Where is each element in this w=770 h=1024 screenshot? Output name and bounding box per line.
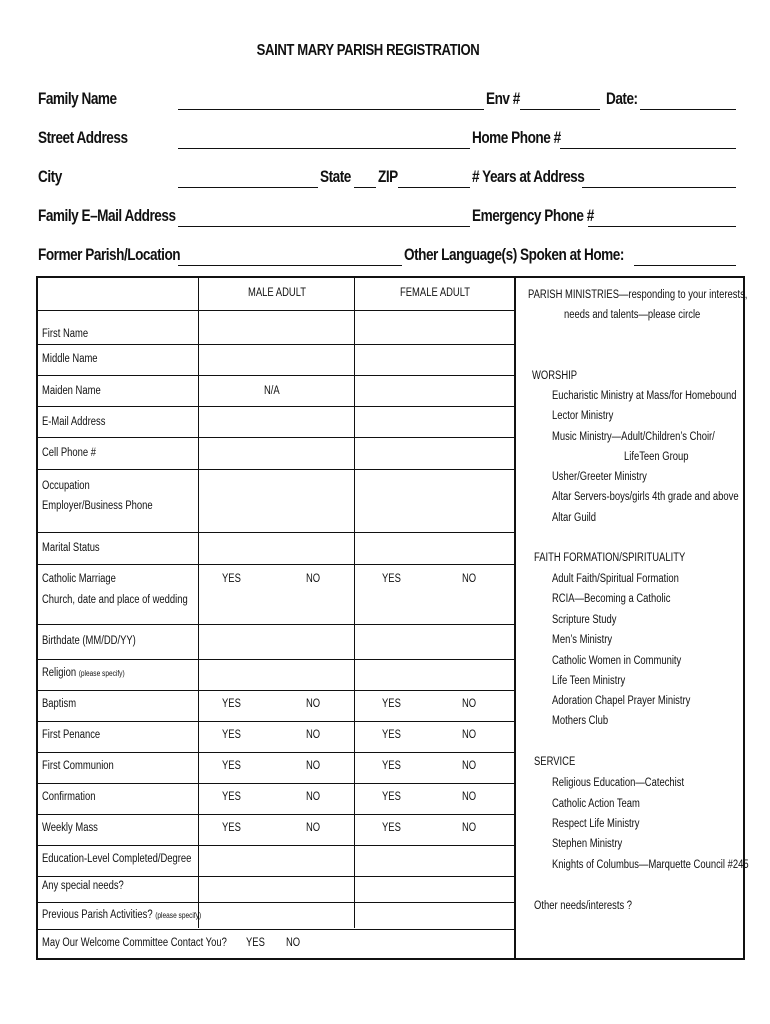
male-adult-header: MALE ADULT [248, 287, 307, 299]
street-address-label: Street Address [38, 128, 128, 147]
ministry-item[interactable]: RCIA—Becoming a Catholic [552, 593, 671, 605]
church-wedding-label: Church, date and place of wedding [42, 594, 188, 606]
maiden-name-na: N/A [264, 385, 280, 397]
street-address-row [38, 128, 738, 156]
weekly-mass-label: Weekly Mass [42, 822, 98, 834]
male-no[interactable]: NO [306, 729, 321, 741]
env-label: Env # [486, 89, 520, 108]
ministry-item[interactable]: Eucharistic Ministry at Mass/for Homebound [552, 390, 737, 402]
ministries-intro: PARISH MINISTRIES—responding to your interests, [528, 289, 748, 301]
male-no[interactable]: NO [306, 822, 321, 834]
former-parish-row [38, 245, 738, 273]
first-communion-label: First Communion [42, 760, 114, 772]
male-yes[interactable]: YES [222, 729, 241, 741]
registration-box [36, 276, 749, 960]
table-row [38, 814, 514, 846]
other-languages-field[interactable] [634, 265, 736, 266]
cell-phone-label: Cell Phone # [42, 447, 97, 459]
email-label: E-Mail Address [42, 416, 106, 428]
male-yes[interactable]: YES [222, 822, 241, 834]
zip-field[interactable] [398, 187, 470, 188]
employer-label: Employer/Business Phone [42, 500, 153, 512]
emergency-phone-field[interactable] [588, 226, 736, 227]
education-label: Education-Level Completed/Degree [42, 853, 192, 865]
home-phone-label: Home Phone # [472, 128, 561, 147]
catholic-marriage-label: Catholic Marriage [42, 573, 116, 585]
male-yes[interactable]: YES [222, 791, 241, 803]
table-row [38, 344, 514, 376]
ministry-item[interactable]: Adoration Chapel Prayer Ministry [552, 695, 691, 707]
years-at-address-field[interactable] [582, 187, 736, 188]
ministry-item[interactable]: Altar Servers-boys/girls 4th grade and above [552, 491, 739, 503]
table-row [38, 902, 514, 930]
religion-label: Religion (please specify) [42, 667, 125, 679]
male-no[interactable]: NO [306, 760, 321, 772]
ministry-item[interactable]: Catholic Women in Community [552, 655, 682, 667]
female-yes[interactable]: YES [382, 698, 401, 710]
family-name-label: Family Name [38, 89, 117, 108]
page-title: SAINT MARY PARISH REGISTRATION [256, 42, 480, 59]
baptism-label: Baptism [42, 698, 77, 710]
middle-name-label: Middle Name [42, 353, 98, 365]
ministry-item[interactable]: Altar Guild [552, 512, 597, 524]
date-field[interactable] [640, 109, 736, 110]
first-name-label: First Name [42, 328, 89, 340]
maiden-name-label: Maiden Name [42, 385, 101, 397]
env-field[interactable] [520, 109, 600, 110]
street-address-field[interactable] [178, 148, 470, 149]
city-field[interactable] [178, 187, 318, 188]
ministry-item[interactable]: Music Ministry—Adult/Children’s Choir/ [552, 431, 715, 443]
welcome-no[interactable]: NO [286, 937, 301, 949]
female-no[interactable]: NO [462, 729, 477, 741]
table-row [38, 752, 514, 784]
female-no[interactable]: NO [462, 573, 477, 585]
ministry-item[interactable]: Religious Education—Catechist [552, 777, 685, 789]
family-email-row [38, 206, 738, 234]
birthdate-label: Birthdate (MM/DD/YY) [42, 635, 136, 647]
welcome-contact-row [38, 929, 514, 958]
table-row [38, 375, 514, 407]
female-adult-header: FEMALE ADULT [400, 287, 471, 299]
other-needs-label: Other needs/interests ? [534, 900, 633, 912]
ministry-item[interactable]: LifeTeen Group [624, 451, 689, 463]
ministry-item[interactable]: Life Teen Ministry [552, 675, 626, 687]
former-parish-field[interactable] [178, 265, 402, 266]
ministry-item[interactable]: Mothers Club [552, 715, 609, 727]
table-row [38, 876, 514, 903]
table-header-row [38, 278, 514, 311]
previous-activities-label: Previous Parish Activities? (please specify) [42, 909, 202, 921]
ministries-divider [514, 278, 516, 958]
special-needs-label: Any special needs? [42, 880, 124, 892]
confirmation-label: Confirmation [42, 791, 96, 803]
ministry-item[interactable]: Knights of Columbus—Marquette Council #245 [552, 859, 749, 871]
male-no[interactable]: NO [306, 698, 321, 710]
table-row [38, 437, 514, 470]
former-parish-label: Former Parish/Location [38, 245, 181, 264]
ministry-item[interactable]: Adult Faith/Spiritual Formation [552, 573, 679, 585]
previous-note: (please specify) [155, 911, 202, 920]
ministries-intro-2: needs and talents—please circle [564, 309, 701, 321]
city-label: City [38, 167, 62, 186]
male-yes[interactable]: YES [222, 760, 241, 772]
ministry-item[interactable]: Catholic Action Team [552, 798, 640, 810]
table-row [38, 783, 514, 815]
female-yes[interactable]: YES [382, 791, 401, 803]
family-email-field[interactable] [178, 226, 470, 227]
religion-note: (please specify) [78, 669, 125, 678]
marital-status-label: Marital Status [42, 542, 100, 554]
state-label: State [320, 167, 351, 186]
welcome-contact-label: May Our Welcome Committee Contact You? [42, 937, 227, 949]
first-penance-label: First Penance [42, 729, 101, 741]
female-yes[interactable]: YES [382, 822, 401, 834]
male-yes[interactable]: YES [222, 698, 241, 710]
table-row [38, 469, 514, 533]
state-field[interactable] [354, 187, 376, 188]
female-yes[interactable]: YES [382, 573, 401, 585]
male-no[interactable]: NO [306, 791, 321, 803]
table-row [38, 532, 514, 565]
table-row [38, 659, 514, 691]
male-yes[interactable]: YES [222, 573, 241, 585]
table-row [38, 690, 514, 722]
worship-heading: WORSHIP [532, 370, 578, 382]
female-yes[interactable]: YES [382, 729, 401, 741]
ministry-item[interactable]: Respect Life Ministry [552, 818, 640, 830]
table-row [38, 310, 514, 345]
ministry-item[interactable]: Usher/Greeter Ministry [552, 471, 647, 483]
emergency-phone-label: Emergency Phone # [472, 206, 594, 225]
ministry-item[interactable]: Men’s Ministry [552, 634, 613, 646]
faith-formation-heading: FAITH FORMATION/SPIRITUALITY [534, 552, 686, 564]
female-no[interactable]: NO [462, 760, 477, 772]
family-name-row [38, 89, 738, 117]
table-row [38, 721, 514, 753]
female-no[interactable]: NO [462, 698, 477, 710]
ministry-item[interactable]: Stephen Ministry [552, 838, 623, 850]
table-row [38, 624, 514, 660]
other-languages-label: Other Language(s) Spoken at Home: [404, 245, 624, 264]
female-no[interactable]: NO [462, 791, 477, 803]
table-row [38, 845, 514, 877]
table-row [38, 564, 514, 625]
zip-label: ZIP [378, 167, 398, 186]
female-yes[interactable]: YES [382, 760, 401, 772]
family-email-label: Family E–Mail Address [38, 206, 176, 225]
years-at-address-label: # Years at Address [472, 167, 585, 186]
occupation-label: Occupation [42, 480, 90, 492]
date-label: Date: [606, 89, 638, 108]
welcome-yes[interactable]: YES [246, 937, 265, 949]
ministry-item[interactable]: Scripture Study [552, 614, 617, 626]
table-row [38, 406, 514, 438]
city-row [38, 167, 738, 195]
service-heading: SERVICE [534, 756, 576, 768]
home-phone-field[interactable] [560, 148, 736, 149]
ministry-item[interactable]: Lector Ministry [552, 410, 614, 422]
male-no[interactable]: NO [306, 573, 321, 585]
female-no[interactable]: NO [462, 822, 477, 834]
family-name-field[interactable] [178, 109, 484, 110]
